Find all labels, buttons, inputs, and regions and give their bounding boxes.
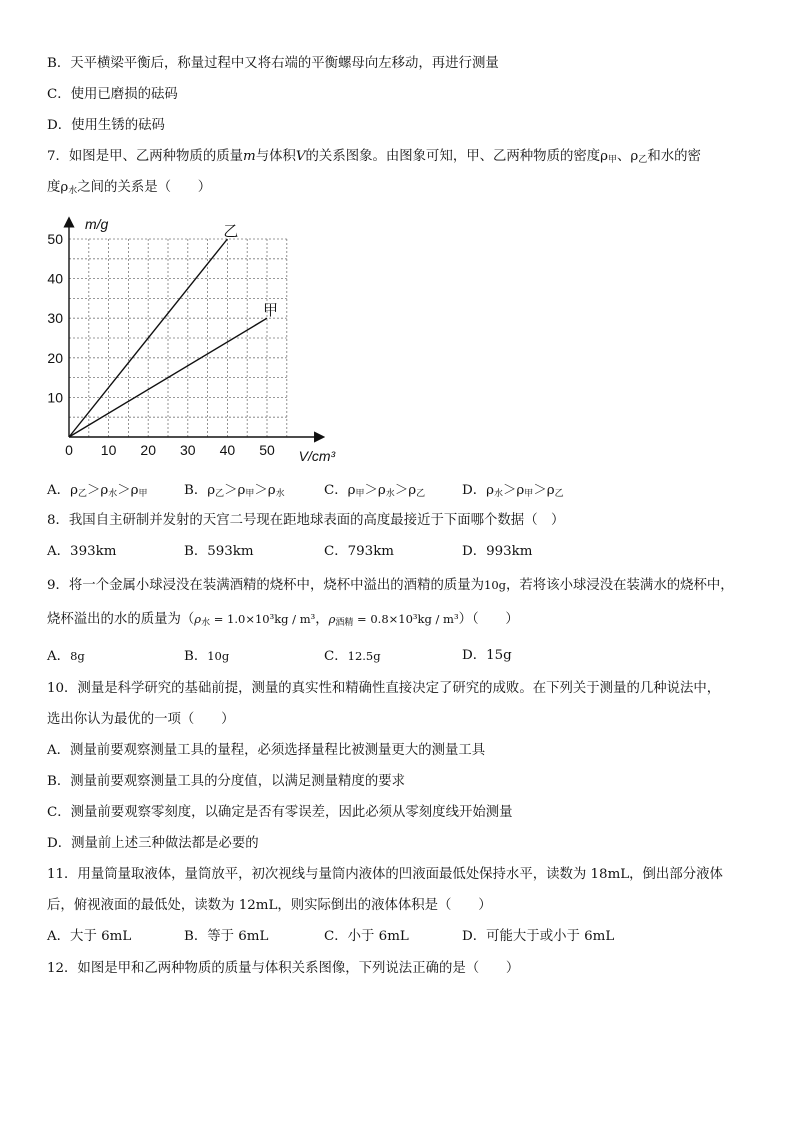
q7-option-b xyxy=(184,482,285,503)
q9-option-d: D．15g xyxy=(462,648,512,663)
rho-subscript: 水 xyxy=(275,489,285,499)
q7-option-d xyxy=(462,482,564,503)
rho-subscript: 水 xyxy=(108,489,118,499)
q10-option-c: C．测量前要观察零刻度，以确定是否有零误差，因此必须从零刻度线开始测量 xyxy=(47,805,513,820)
rho-subscript: 乙 xyxy=(77,489,87,499)
rho-subscript: 甲 xyxy=(138,489,148,499)
y-tick-label: 30 xyxy=(47,310,63,327)
x-tick-label: 10 xyxy=(100,442,117,458)
greater-than-sign: ＞ xyxy=(86,483,101,498)
greater-than-sign: ＞ xyxy=(254,483,268,498)
y-axis-label: m/g xyxy=(85,216,109,233)
greater-than-sign: ＞ xyxy=(224,483,238,498)
q11-option-d: D．可能大于或小于 6mL xyxy=(462,929,615,944)
rho-symbol: ρ xyxy=(207,483,216,498)
q8-stem: 8．我国自主研制并发射的天宫二号现在距地球表面的高度最接近于下面哪个数据（ ） xyxy=(47,513,565,528)
q8-option-a: A．393km xyxy=(47,544,117,559)
q7-option-label: C． xyxy=(324,483,348,498)
rho-subscript: 乙 xyxy=(554,489,564,499)
series-label: 甲 xyxy=(263,302,279,320)
chart-axes xyxy=(69,219,322,437)
rho-subscript: 甲 xyxy=(524,489,534,499)
chart-labels xyxy=(85,216,336,464)
y-tick-label: 10 xyxy=(47,389,63,406)
rho-subscript: 乙 xyxy=(215,489,225,499)
greater-than-sign: ＞ xyxy=(364,483,378,498)
rho-symbol: ρ xyxy=(100,483,109,498)
rho-symbol: ρ xyxy=(267,483,276,498)
rho-symbol: ρ xyxy=(546,483,555,498)
x-axis-label: V/cm³ xyxy=(298,448,336,464)
x-tick-label: 50 xyxy=(259,442,275,458)
q11-options xyxy=(47,928,747,946)
rho-symbol: ρ xyxy=(516,483,525,498)
greater-than-sign: ＞ xyxy=(394,483,409,498)
q8-option-d: D．993km xyxy=(462,544,533,559)
rho-symbol: ρ xyxy=(237,483,246,498)
chart-tick-labels xyxy=(47,231,275,458)
rho-subscript: 水 xyxy=(385,489,395,499)
q10-option-a: A．测量前要观察测量工具的量程，必须选择量程比被测量更大的测量工具 xyxy=(47,743,486,758)
q10-option-b: B．测量前要观察测量工具的分度值，以满足测量精度的要求 xyxy=(47,774,405,789)
mass-volume-chart xyxy=(40,208,360,468)
rho-symbol: ρ xyxy=(347,483,356,498)
greater-than-sign: ＞ xyxy=(533,483,547,498)
greater-than-sign: ＞ xyxy=(503,483,517,498)
chart-grid xyxy=(69,239,287,437)
greater-than-sign: ＞ xyxy=(117,483,131,498)
q11-stem-line2: 后，俯视液面的最低处，读数为 12mL，则实际倒出的液体体积是（ ） xyxy=(47,898,492,913)
rho-symbol: ρ xyxy=(486,483,495,498)
rho-subscript: 甲 xyxy=(245,489,255,499)
q7-option-label: B． xyxy=(184,483,208,498)
q12-stem: 12．如图是甲和乙两种物质的质量与体积关系图像，下列说法正确的是（ ） xyxy=(47,961,520,976)
q11-option-b: B．等于 6mL xyxy=(184,929,269,944)
q7-stem-line2: 度$\rho_水$之间的关系是（ ） xyxy=(47,180,212,196)
x-tick-label: 0 xyxy=(65,442,73,458)
x-tick-label: 40 xyxy=(219,442,236,458)
q9-option-b: B．10g xyxy=(184,649,230,664)
q6-option-b: B．天平横梁平衡后，称量过程中又将右端的平衡螺母向左移动，再进行测量 xyxy=(47,56,499,71)
rho-symbol: ρ xyxy=(408,483,417,498)
q7-stem-line1: 7．如图是甲、乙两种物质的质量m与体积V的关系图象。由图象可知，甲、乙两种物质的密度$\rho_甲$、$\rho_乙$和水的密 xyxy=(47,149,701,165)
rho-subscript: 乙 xyxy=(416,489,426,499)
q8-option-b: B．593km xyxy=(184,544,254,559)
q9-stem-line2: 烧杯溢出的水的质量为（$\rho_水 = 1.0\times 10^3kg / m^3$，$\rho_{酒精} = 0.8\times 10^3kg / m^3$）（ ） xyxy=(47,612,519,628)
q9-option-c: C．12.5g xyxy=(324,649,381,664)
q7-option-a xyxy=(47,482,148,503)
q11-option-a: A．大于 6mL xyxy=(47,929,132,944)
q6-option-d: D．使用生锈的砝码 xyxy=(47,118,165,133)
x-tick-label: 20 xyxy=(140,442,156,458)
rho-symbol: ρ xyxy=(130,483,139,498)
q7-option-c xyxy=(324,482,425,503)
x-tick-label: 30 xyxy=(180,442,196,458)
rho-symbol: ρ xyxy=(70,483,78,498)
y-tick-label: 40 xyxy=(47,270,63,287)
q7-option-label: D． xyxy=(462,483,487,498)
q11-stem-line1: 11．用量筒量取液体，量筒放平，初次视线与量筒内液体的凹液面最低处保持水平，读数为 18mL，倒出部分液体 xyxy=(47,867,723,882)
q9-options xyxy=(47,647,747,665)
q6-option-c: C．使用已磨损的砝码 xyxy=(47,87,178,102)
y-tick-label: 20 xyxy=(47,349,63,366)
q10-option-d: D．测量前上述三种做法都是必要的 xyxy=(47,836,259,851)
rho-subscript: 甲 xyxy=(355,489,365,499)
q8-options xyxy=(47,543,747,561)
rho-subscript: 水 xyxy=(494,489,504,499)
q11-option-c: C．小于 6mL xyxy=(324,929,409,944)
q10-stem-line1: 10．测量是科学研究的基础前提，测量的真实性和精确性直接决定了研究的成败。在下列关于测量的几种说法中， xyxy=(47,681,721,696)
q10-stem-line2: 选出你认为最优的一项（ ） xyxy=(47,712,235,727)
series-label: 乙 xyxy=(223,223,239,240)
q9-option-a: A．8g xyxy=(47,649,85,664)
q7-option-label: A． xyxy=(47,483,71,498)
q7-options xyxy=(47,482,747,500)
q9-stem-line1: 9．将一个金属小球浸没在装满酒精的烧杯中，烧杯中溢出的酒精的质量为10g，若将该小球浸没在装满水的烧杯中， xyxy=(47,578,734,593)
q8-option-c: C．793km xyxy=(324,544,395,559)
y-tick-label: 50 xyxy=(47,231,63,247)
rho-symbol: ρ xyxy=(377,483,386,498)
